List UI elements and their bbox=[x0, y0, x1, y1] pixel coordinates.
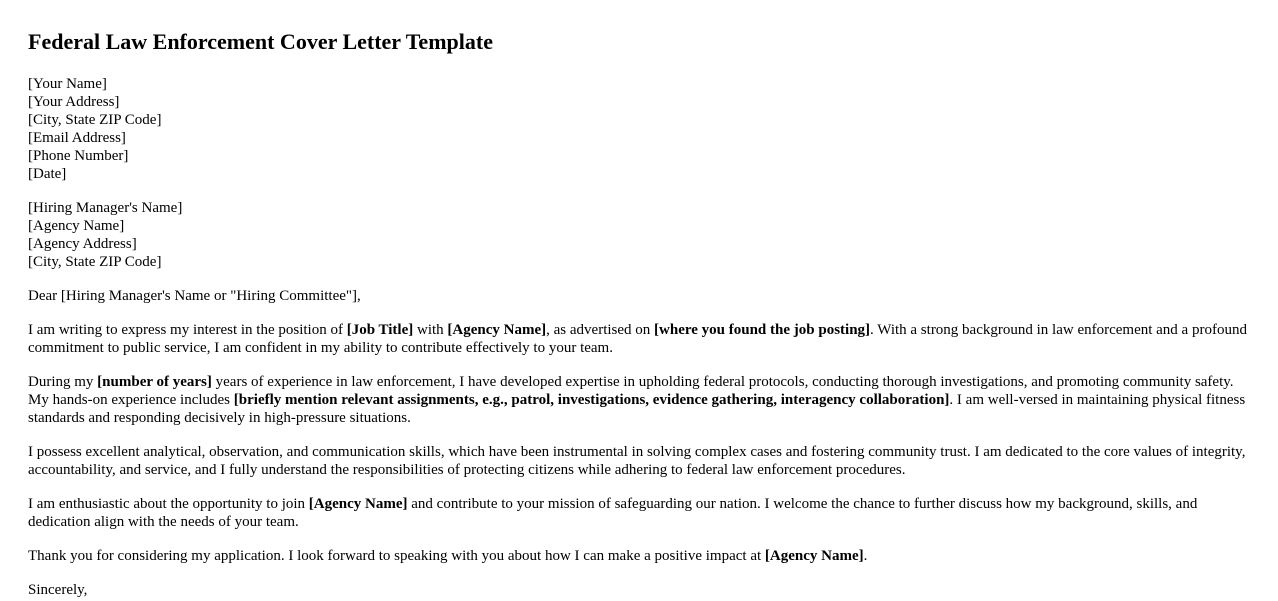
paragraph-interest: I am writing to express my interest in the position of [Job Title] with [Agency Name], as advertised on [where you found the job posting]. With a strong background in law enforcement and a profound commitment to public service, I am confident in my ability to contribute effectively to your team. bbox=[28, 322, 1247, 356]
sender-city-state-zip: [City, State ZIP Code] bbox=[28, 112, 162, 128]
salutation: Dear [Hiring Manager's Name or "Hiring Committee"], bbox=[28, 288, 361, 304]
paragraph-enthusiasm: I am enthusiastic about the opportunity to join [Agency Name] and contribute to your mission of safeguarding our nation. I welcome the chance to further discuss how my background, skills, and dedication align with the needs of your team. bbox=[28, 496, 1198, 530]
recipient-city-state-zip: [City, State ZIP Code] bbox=[28, 254, 162, 270]
sender-email: [Email Address] bbox=[28, 130, 126, 146]
letter-date: [Date] bbox=[28, 166, 67, 182]
closing: Sincerely, bbox=[28, 582, 88, 598]
recipient-agency-address: [Agency Address] bbox=[28, 236, 137, 252]
sender-address: [Your Address] bbox=[28, 94, 120, 110]
recipient-address-block bbox=[28, 199, 1252, 271]
paragraph-experience: During my [number of years] years of experience in law enforcement, I have developed expertise in upholding federal protocols, conducting thorough investigations, and promoting community safety. My hands-on experience includes [briefly mention relevant assignments, e.g., patrol, investigations, evidence gathering, interagency collaboration]. I am well-versed in maintaining physical fitness standards and responding decisively in high-pressure situations. bbox=[28, 374, 1246, 426]
sender-name: [Your Name] bbox=[28, 76, 107, 92]
page-title: Federal Law Enforcement Cover Letter Template bbox=[28, 29, 493, 54]
paragraph-thanks: Thank you for considering my application. I look forward to speaking with you about how I can make a positive impact at [Agency Name]. bbox=[28, 548, 868, 564]
paragraph-skills: I possess excellent analytical, observation, and communication skills, which have been instrumental in solving complex cases and fostering community trust. I am dedicated to the core values of integrity, accountability, and service, and I fully understand the responsibilities of protecting citizens while adhering to federal law enforcement procedures. bbox=[28, 444, 1246, 478]
recipient-agency: [Agency Name] bbox=[28, 218, 125, 234]
sender-address-block bbox=[28, 75, 1252, 183]
recipient-name: [Hiring Manager's Name] bbox=[28, 200, 183, 216]
sender-phone: [Phone Number] bbox=[28, 148, 129, 164]
